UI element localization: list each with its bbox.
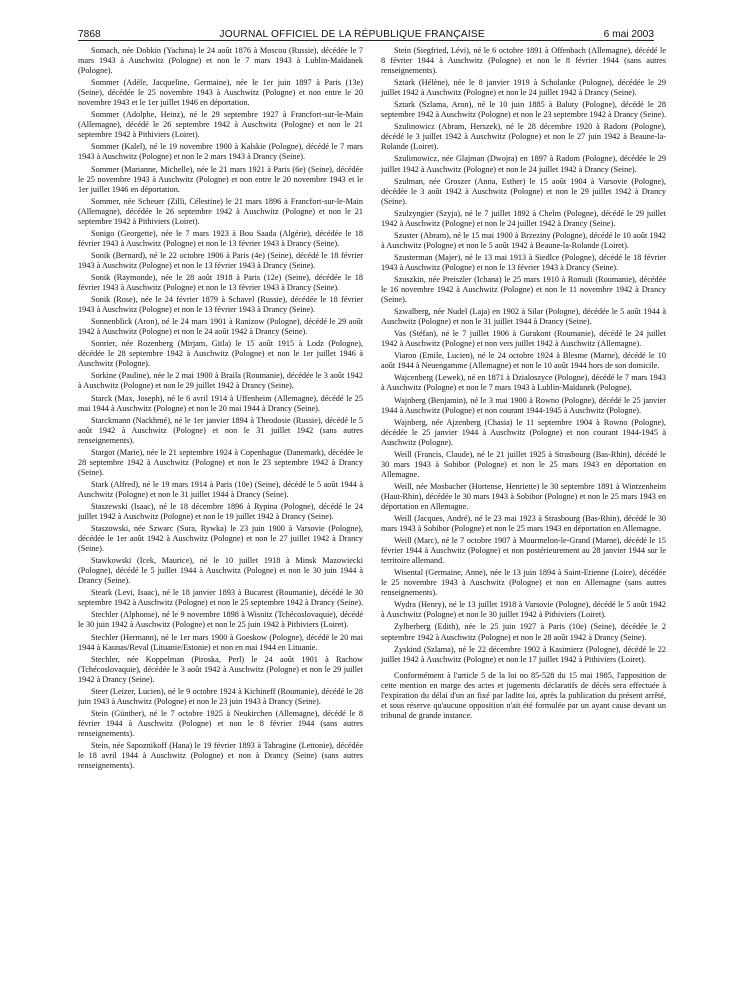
- left-column: [78, 46, 363, 773]
- death-record-entry: Sztark (Hélène), née le 8 janvier 1919 à Scholanke (Pologne), décédée le 29 juillet 1942 à Auschwitz (Pologne) et non le 24 juillet 1942 à Drancy (Seine).: [381, 78, 666, 98]
- death-record-entry: Weill, née Mosbacher (Hortense, Henriette) le 30 septembre 1891 à Wintzenheim (Haut-Rhin), décédée le 30 mars 1943 à Sobibor (Pologne) et non le 25 mars 1943 en déportation en Allemagne.: [381, 481, 666, 511]
- death-record-entry: Szuszkin, née Preiszler (Ichana) le 25 mars 1910 à Romuli (Roumanie), décédée le 16 novembre 1942 à Auschwitz (Pologne) et non le 11 novembre 1942 à Drancy (Seine).: [381, 274, 666, 305]
- death-record-entry: Starck (Max, Joseph), né le 6 avril 1914 à Uffenheim (Allemagne), décédé le 25 mai 1944 à Auschwitz (Pologne) et non le 20 mai 1944 à Drancy (Seine).: [78, 393, 363, 413]
- death-record-entry: Sonigo (Georgette), née le 7 mars 1923 à Bou Saada (Algérie), décédée le 18 février 1943 à Auschwitz (Pologne) et non le 13 février 1943 à Drancy (Seine).: [78, 228, 363, 248]
- death-record-entry: Wisental (Germaine, Anne), née le 13 juin 1894 à Saint-Etienne (Loire), décédée le 25 novembre 1943 à Auschwitz (Pologne) et non en Allemagne (sans autres renseignements).: [381, 568, 666, 598]
- death-record-entry: Szulimowicz, née Glajman (Dwojra) en 1897 à Radom (Pologne), décédée le 29 juillet 1942 à Auschwitz (Pologne) et non le 24 juillet 1942 à Drancy (Seine).: [381, 154, 666, 174]
- death-record-entry: Stein, née Sapoznikoff (Hana) le 19 février 1893 à Tabragine (Lettonie), décédée le 18 avril 1944 à Auschwitz (Pologne) et non à Drancy (Seine) (sans autres renseignements).: [78, 741, 363, 771]
- death-record-entry: Sztark (Szlama, Aron), né le 10 juin 1885 à Baluty (Pologne), décédé le 28 septembre 1942 à Auschwitz (Pologne) et non le 23 septembre 1942 à Drancy (Seine).: [381, 100, 667, 120]
- page-number: 7868: [78, 29, 101, 40]
- right-column: [381, 46, 666, 723]
- death-record-entry: Szwalberg, née Nudel (Laja) en 1902 à Silar (Pologne), décédée le 5 août 1944 à Auschwitz (Pologne) et non le 31 juillet 1944 à Drancy (Seine).: [381, 307, 666, 327]
- death-record-entry: Zylberberg (Edith), née le 25 juin 1927 à Paris (10e) (Seine), décédée le 2 septembre 1942 à Auschwitz (Pologne) et non le 28 août 1942 à Drancy (Seine).: [381, 622, 666, 642]
- death-record-entry: Sonnenblick (Aron), né le 24 mars 1901 à Ranizow (Pologne), décédé le 29 août 1942 à Auschwitz (Pologne) et non le 24 août 1942 à Drancy (Seine).: [78, 317, 363, 337]
- death-record-entry: Stechler (Alphonse), né le 9 novembre 1898 à Wisnitz (Tchécoslovaquie), décédé le 30 juin 1942 à Auschwitz (Pologne) et non le 25 juin 1942 à Pithiviers (Loiret).: [78, 610, 363, 630]
- death-record-entry: Sommer (Adolphe, Heinz), né le 29 septembre 1927 à Francfort-sur-le-Main (Allemagne), décédé le 26 septembre 1942 à Auschwitz (Pologne) et non le 21 septembre 1942 à Pithiviers (Loiret).: [78, 110, 363, 140]
- death-record-entry: Szulinowicz (Abram, Herszek), né le 28 décembre 1920 à Radom (Pologne), décédé le 3 juillet 1942 à Auschwitz (Pologne) et non le 27 juin 1942 à Beaune-la-Rolande (Loiret).: [381, 122, 666, 152]
- death-record-entry: Sommer (Marianne, Michelle), née le 21 mars 1921 à Paris (6e) (Seine), décédée le 25 novembre 1943 à Auschwitz (Pologne) et non entre le 20 novembre 1943 et le 1er juillet 1946 en déportation.: [78, 164, 363, 194]
- death-record-entry: Stawkowski (Icek, Maurice), né le 10 juillet 1918 à Minsk Mazowiecki (Pologne), décédé le 5 juillet 1944 à Auschwitz (Pologne) et non le 30 juin 1944 à Drancy (Seine).: [78, 556, 363, 586]
- death-record-entry: Sonrier, née Rozenberg (Mirjam, Gitla) le 15 août 1915 à Lodz (Pologne), décédée le 28 septembre 1942 à Auschwitz (Pologne) et non le 1er juillet 1946 à Auschwitz (Pologne).: [78, 339, 363, 369]
- death-record-entry: Wydra (Henry), né le 13 juillet 1918 à Varsovie (Pologne), décédé le 5 août 1942 à Auschwitz (Pologne) et non le 30 juillet 1942 à Pithiviers (Loiret).: [381, 600, 666, 620]
- death-record-entry: Szulman, née Groszer (Anna, Esther) le 15 août 1904 à Varsovie (Pologne), décédée le 3 août 1942 à Auschwitz (Pologne) et non le 29 juillet 1942 à Drancy (Seine).: [381, 176, 666, 206]
- page-header: [78, 22, 654, 41]
- death-record-entry: Sommer, née Scheuer (Zilli, Célestine) le 21 mars 1896 à Francfort-sur-le-Main (Allemagne), décédée le 26 septembre 1942 à Auschwitz (Pologne) et non le 21 septembre 1942 à Pithiviers (Loiret).: [78, 196, 363, 226]
- death-record-entry: Stark (Alfred), né le 19 mars 1914 à Paris (10e) (Seine), décédé le 5 août 1944 à Auschwitz (Pologne) et non le 31 juillet 1944 à Drancy (Seine).: [78, 479, 363, 499]
- death-record-entry: Steer (Leizer, Lucien), né le 9 octobre 1924 à Kichineff (Roumanie), décédé le 28 juin 1943 à Auschwitz (Pologne) et non le 23 juin 1943 à Drancy (Seine).: [78, 686, 363, 706]
- death-record-entry: Vas (Stéfan), né le 7 juillet 1906 à Gurakont (Roumanie), décédé le 24 juillet 1942 à Auschwitz (Pologne) et non vers juillet 1942 à Auschwitz (Allemagne).: [381, 329, 666, 349]
- death-record-entry: Zyskind (Szlama), né le 22 décembre 1902 à Kasimierz (Pologne), décédé le 22 juillet 1942 à Auschwitz (Pologne) et non le 17 juillet 1942 à Pithiviers (Loiret).: [381, 644, 666, 664]
- death-record-entry: Staszowski, née Szwarc (Sura, Rywka) le 23 juin 1900 à Varsovie (Pologne), décédée le 1er août 1942 à Auschwitz (Pologne) et non le 27 juillet 1942 à Drancy (Seine).: [78, 524, 363, 554]
- death-record-entry: Wajnberg (Benjamin), né le 3 mai 1900 à Rowno (Pologne), décédé le 25 janvier 1944 à Auschwitz (Pologne) et non courant 1944-1945 à Auschwitz (Pologne).: [381, 395, 666, 415]
- issue-date: 6 mai 2003: [603, 29, 654, 40]
- death-record-entry: Somach, née Dobkin (Yachma) le 24 août 1876 à Moscou (Russie), décédée le 7 mars 1943 à Auschwitz (Pologne) et non le 7 mars 1943 à Lublin-Maïdanek (Pologne).: [78, 46, 363, 76]
- death-record-entry: Wajcenberg (Lewek), né en 1871 à Dzialoszyce (Pologne), décédé le 7 mars 1943 à Auschwitz (Pologne) et non le 7 mars 1943 à Lublin-Maïdanek (Pologne).: [381, 373, 666, 393]
- death-record-entry: Weill (Marc), né le 7 octobre 1907 à Mourmelon-le-Grand (Marne), décédé le 15 février 1944 à Auschwitz (Pologne) et non postérieurement au 28 janvier 1944 sur le territoire allemand.: [381, 536, 666, 566]
- death-record-entry: Stein (Günther), né le 7 octobre 1925 à Neukirchen (Allemagne), décédé le 8 février 1944 à Auschwitz (Pologne) et non le 8 février 1944 (sans autres renseignements).: [78, 708, 363, 738]
- death-record-entry: Wajnberg, née Ajzenberg (Chasia) le 11 septembre 1904 à Rowno (Pologne), décédée le 25 janvier 1944 à Auschwitz (Pologne) et non courant 1944-1945 à Auschwitz (Pologne).: [381, 417, 666, 447]
- death-record-entry: Weill (Jacques, André), né le 23 mai 1923 à Strasbourg (Bas-Rhin), décédé le 30 mars 1943 à Sobibor (Pologne) et non le 25 mars 1943 en déportation en Allemagne.: [381, 514, 666, 534]
- death-record-entry: Weill (Francis, Claude), né le 21 juillet 1925 à Strasbourg (Bas-Rhin), décédé le 30 mars 1943 à Sobibor (Pologne) et non le 25 mars 1943 en déportation en Allemagne.: [381, 449, 666, 479]
- death-record-entry: Stargot (Marie), née le 21 septembre 1924 à Copenhague (Danemark), décédée le 28 septembre 1942 à Auschwitz (Pologne) et non le 23 septembre 1942 à Drancy (Seine).: [78, 447, 363, 477]
- death-record-entry: Sommer (Kalel), né le 19 novembre 1900 à Kalskie (Pologne), décédé le 7 mars 1943 à Auschwitz (Pologne) et non le 2 mars 1943 à Drancy (Seine).: [78, 142, 363, 162]
- death-record-entry: Starckmann (Nackhmé), né le 1er janvier 1894 à Theodosie (Russie), décédé le 5 août 1942 à Auschwitz (Pologne) et non le 31 juillet 1942 (sans autres renseignements).: [78, 415, 363, 445]
- death-record-entry: Sonik (Raymonde), née le 28 août 1918 à Paris (12e) (Seine), décédée le 18 février 1943 à Auschwitz (Pologne) et non le 13 février 1943 à Drancy (Seine).: [78, 272, 363, 293]
- death-record-entry: Sorkine (Pauline), née le 2 mai 1900 à Braila (Roumanie), décédée le 3 août 1942 à Auschwitz (Pologne) et non le 29 juillet 1942 à Drancy (Seine).: [78, 371, 363, 391]
- journal-title: JOURNAL OFFICIEL DE LA RÉPUBLIQUE FRANÇAISE: [219, 29, 485, 40]
- death-record-entry: Szulzyngier (Szyja), né le 7 juillet 1892 à Chelm (Pologne), décédé le 29 juillet 1942 à Auschwitz (Pologne) et non le 24 juillet 1942 à Drancy (Seine).: [381, 208, 666, 228]
- death-record-entry: Szuster (Abram), né le 15 mai 1900 à Brzeziny (Pologne), décédé le 10 août 1942 à Auschwitz (Pologne) et non le 5 août 1942 à Beaune-la-Rolande (Loiret).: [381, 230, 666, 250]
- death-record-entry: Szusterman (Majer), né le 13 mai 1913 à Siedlce (Pologne), décédé le 18 février 1943 à Auschwitz (Pologne) et non le 13 février 1943 à Drancy (Seine).: [381, 252, 666, 272]
- death-record-entry: Viaron (Emile, Lucien), né le 24 octobre 1924 à Blesme (Marne), décédé le 10 août 1944 à Neuengamme (Allemagne) et non le 10 août 1944 hors de son domicile.: [381, 351, 666, 371]
- death-record-entry: Sommer (Adèle, Jacqueline, Germaine), née le 1er juin 1897 à Paris (13e) (Seine), décédée le 25 novembre 1943 à Auschwitz (Pologne) et non entre le 20 novembre 1943 et le 1er juillet 1946 en déportation.: [78, 78, 363, 108]
- death-record-entry: Stechler (Hermann), né le 1er mars 1900 à Goeskow (Pologne), décédé le 20 mai 1944 à Kaunas/Reval (Lituanie/Estonie) et non en mai 1944 en Lituanie.: [78, 632, 363, 652]
- death-record-entry: Sonik (Rose), née le 24 février 1879 à Schavel (Russie), décédée le 18 février 1943 à Auschwitz (Pologne) et non le 13 février 1943 à Drancy (Seine).: [78, 295, 363, 315]
- closing-paragraph: Conformément à l'article 5 de la loi no 85-528 du 15 mai 1985, l'apposition de cette mention en marge des actes et jugements déclaratifs de décès sera effectuée à l'expiration du délai d'un an fixé par ladite loi, après la publication du présent arrêté, et sous réserve qu'aucune opposition n'ait été formulée par un ayant cause devant un tribunal de grande instance.: [381, 670, 666, 720]
- death-record-entry: Staszewski (Isaac), né le 18 décembre 1896 à Rypina (Pologne), décédé le 24 juillet 1942 à Auschwitz (Pologne) et non le 19 juillet 1942 à Drancy (Seine).: [78, 501, 363, 522]
- death-record-entry: Stechler, née Koppelman (Piroska, Perl) le 24 août 1901 à Rachow (Tchécoslovaquie), décédée le 3 août 1942 à Auschwitz (Pologne) et non le 29 juillet 1942 à Drancy (Seine).: [78, 654, 363, 684]
- death-record-entry: Stein (Siegfried, Lévi), né le 6 octobre 1891 à Offenbach (Allemagne), décédé le 8 février 1944 à Auschwitz (Pologne) et non le 8 février 1944 (sans autres renseignements).: [381, 46, 666, 76]
- death-record-entry: Sonik (Bernard), né le 22 octobre 1906 à Paris (4e) (Seine), décédé le 18 février 1943 à Auschwitz (Pologne) et non le 13 février 1943 à Drancy (Seine).: [78, 250, 363, 270]
- death-record-entry: Steark (Levi, Isaac), né le 18 janvier 1893 à Bucarest (Roumanie), décédé le 30 septembre 1942 à Auschwitz (Pologne) et non le 25 septembre 1942 à Drancy (Seine).: [78, 588, 364, 608]
